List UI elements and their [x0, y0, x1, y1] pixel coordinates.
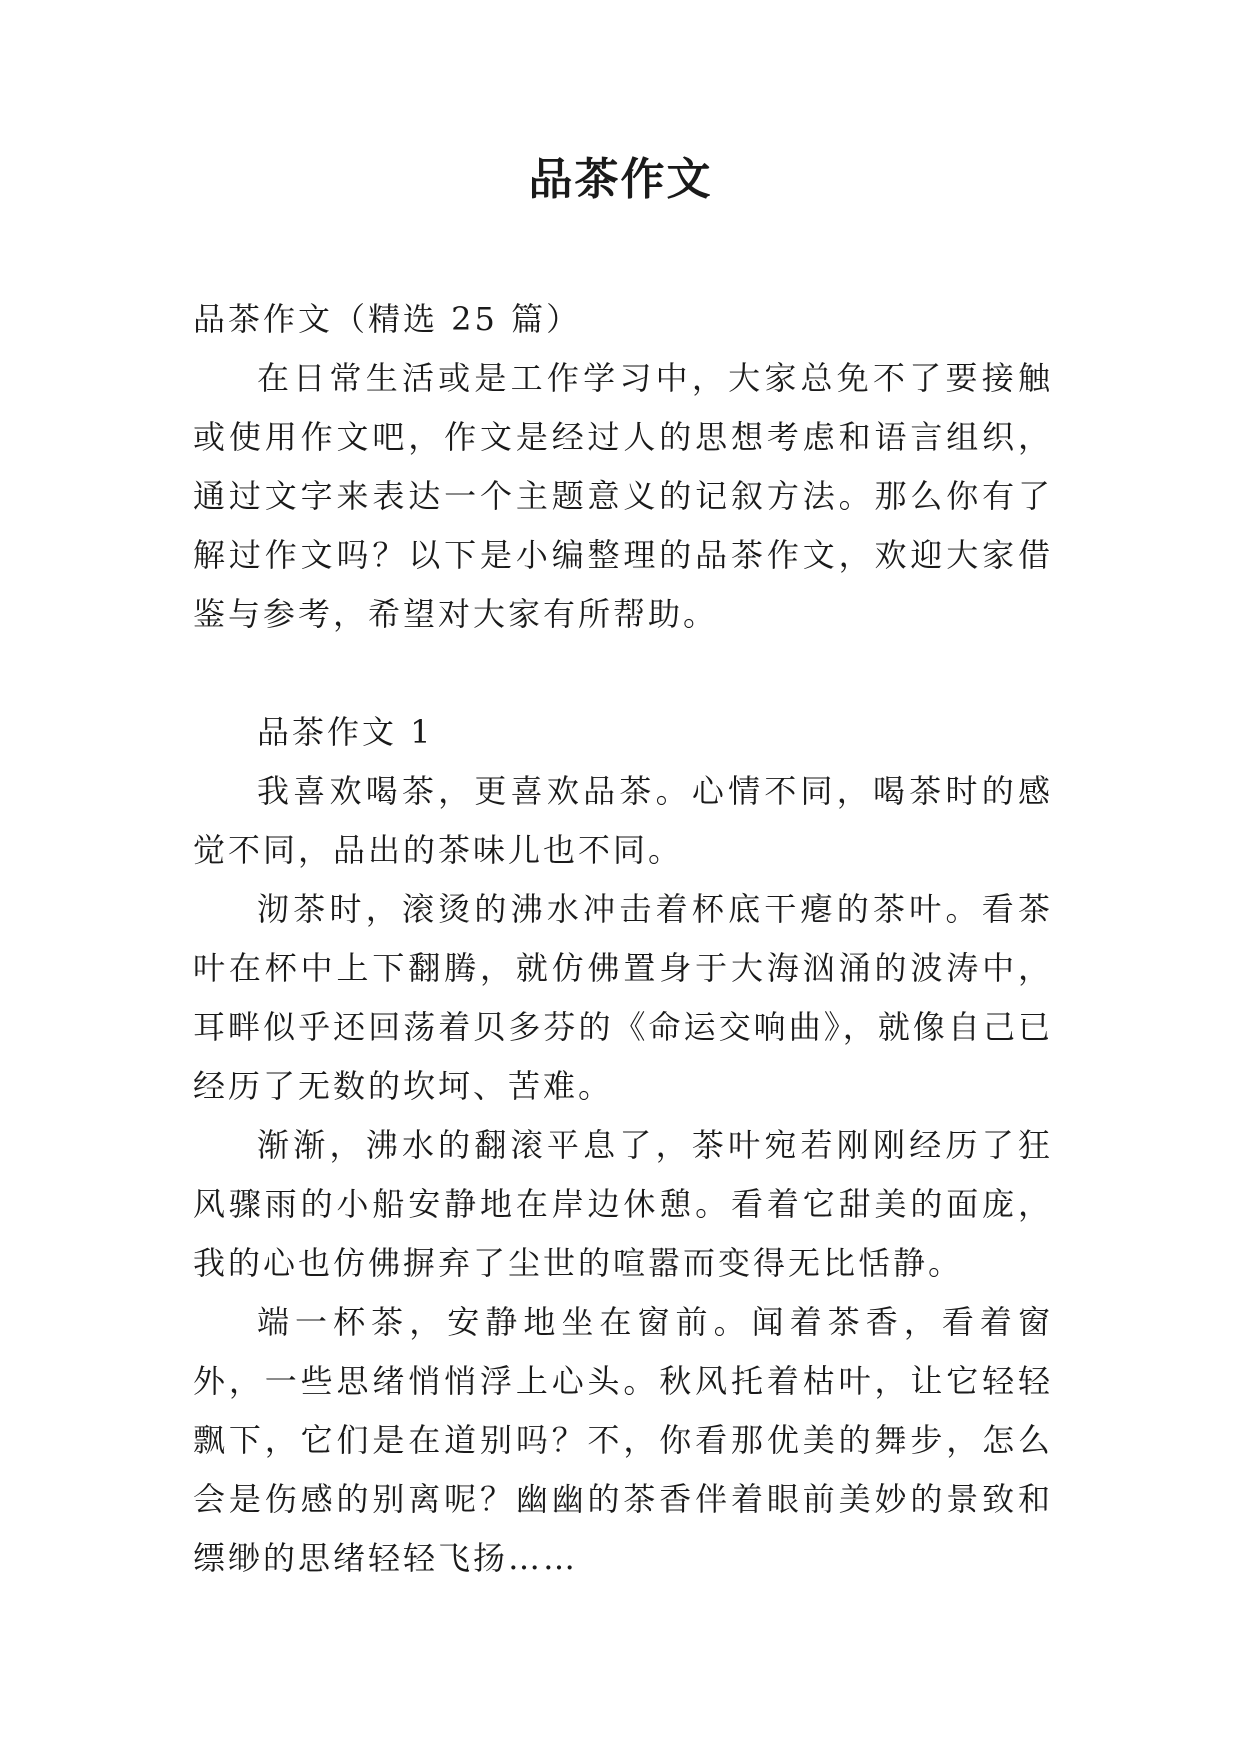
body-paragraph-3: 渐渐，沸水的翻滚平息了，茶叶宛若刚刚经历了狂风骤雨的小船安静地在岸边休憩。看着它甜美的面庞，我的心也仿佛摒弃了尘世的喧嚣而变得无比恬静。 [193, 1126, 1053, 1282]
intro-paragraph: 在日常生活或是工作学习中，大家总免不了要接触或使用作文吧，作文是经过人的思想考虑和语言组织，通过文字来表达一个主题意义的记叙方法。那么你有了解过作文吗？以下是小编整理的品茶作文，欢迎大家借鉴与参考，希望对大家有所帮助。 [193, 359, 1053, 633]
body-paragraph-4: 端一杯茶，安静地坐在窗前。闻着茶香，看着窗外，一些思绪悄悄浮上心头。秋风托着枯叶，让它轻轻飘下，它们是在道别吗？不，你看那优美的舞步，怎么会是伤感的别离呢？幽幽的茶香伴着眼前美妙的景致和缥缈的思绪轻轻飞扬…… [193, 1303, 1053, 1577]
document-title: 品茶作文 [528, 154, 713, 205]
body-paragraph-1: 我喜欢喝茶，更喜欢品茶。心情不同，喝茶时的感觉不同，品出的茶味儿也不同。 [193, 772, 1053, 869]
body-paragraph-2: 沏茶时，滚烫的沸水冲击着杯底干瘪的茶叶。看茶叶在杯中上下翻腾，就仿佛置身于大海汹涌的波涛中，耳畔似乎还回荡着贝多芬的《命运交响曲》，就像自己已经历了无数的坎坷、苦难。 [193, 890, 1053, 1105]
document-body [193, 290, 1053, 1588]
document-subtitle: 品茶作文（精选 25 篇） [193, 300, 582, 338]
section-heading: 品茶作文 1 [257, 713, 434, 751]
